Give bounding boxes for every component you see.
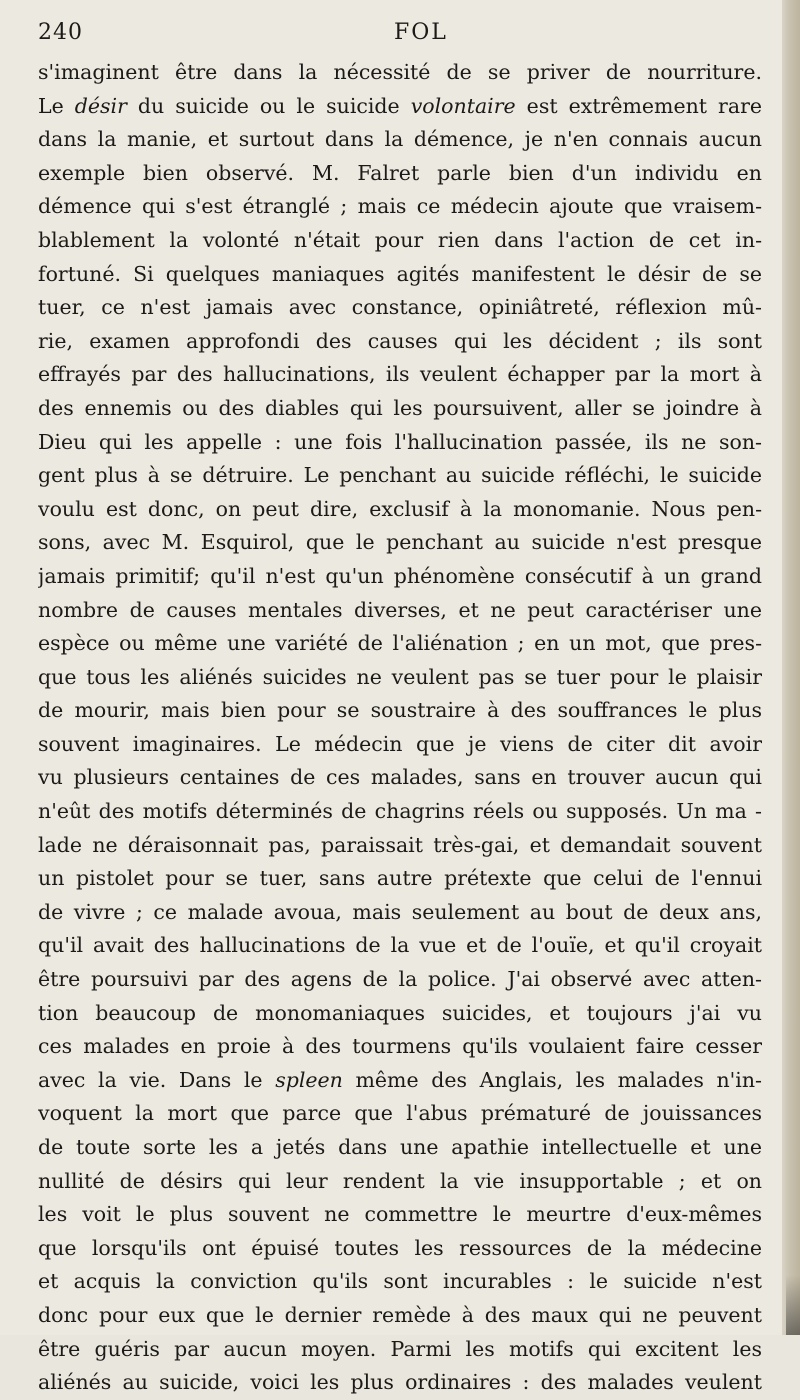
text-segment: donc pour eux que le dernier remède à des maux qui ne peuvent (38, 1302, 762, 1327)
text-segment: exemple bien observé. M. Falret parle bien d'un individu en (38, 160, 762, 185)
page-edge (782, 0, 800, 1335)
text-segment: blablement la volonté n'était pour rien dans l'action de cet in- (38, 227, 762, 252)
text-line (38, 526, 762, 560)
text-segment: de toute sorte les a jetés dans une apathie intellectuelle et une (38, 1135, 762, 1159)
text-line (38, 1265, 762, 1299)
text-segment: des ennemis ou des diables qui les poursuivent, aller se joindre à (38, 395, 762, 420)
italic-word: désir (74, 93, 127, 118)
text-line (38, 594, 762, 628)
text-segment: avec la vie. Dans le (38, 1067, 276, 1092)
text-segment: de mourir, mais bien pour se soustraire à des souffrances le plus (38, 698, 762, 723)
text-segment: effrayés par des hallucinations, ils veulent échapper par la mort à (38, 362, 762, 387)
page-number: 240 (38, 20, 83, 45)
text-segment: fortuné. Si quelques maniaques agités manifestent le désir de se (38, 261, 762, 286)
text-segment: lade ne déraisonnait pas, paraissait très-gai, et demandait souvent (38, 832, 762, 857)
text-segment: souvent imaginaires. Le médecin que je viens de citer dit avoir (38, 731, 762, 756)
text-segment: les voit le plus souvent ne commettre le meurtre d'eux-mêmes (38, 1202, 762, 1227)
text-segment: du suicide ou le suicide (126, 93, 411, 118)
text-segment: vu plusieurs centaines de ces malades, sans en trouver aucun qui (38, 765, 762, 790)
text-line (38, 694, 762, 728)
text-line (38, 325, 762, 359)
text-segment: rie, examen approfondi des causes qui les décident ; ils sont (38, 328, 762, 353)
text-line (38, 1064, 762, 1098)
text-segment: nullité de désirs qui leur rendent la vie insupportable ; et on (38, 1168, 762, 1193)
text-line (38, 1030, 762, 1064)
text-segment: s'imaginent être dans la nécessité de se priver de nourriture. (38, 60, 762, 84)
text-segment: tuer, ce n'est jamais avec constance, opiniâtreté, réflexion mû- (38, 295, 762, 320)
text-segment: sons, avec M. Esquirol, que le penchant au suicide n'est presque (38, 530, 762, 555)
text-segment: Le (38, 93, 75, 118)
text-segment: être guéris par aucun moyen. Parmi les motifs qui excitent les (38, 1336, 762, 1361)
text-line (38, 392, 762, 426)
text-segment: que tous les aliénés suicides ne veulent pas se tuer pour le plaisir (38, 664, 762, 689)
text-line (38, 358, 762, 392)
text-line (38, 258, 762, 292)
text-line (38, 190, 762, 224)
text-segment: que lorsqu'ils ont épuisé toutes les ressources de la médecine (38, 1235, 762, 1260)
text-line (38, 728, 762, 762)
italic-word: volontaire (410, 93, 516, 118)
text-line (38, 493, 762, 527)
text-segment: tion beaucoup de monomaniaques suicides, et toujours j'ai vu (38, 1000, 762, 1025)
text-segment: nombre de causes mentales diverses, et ne peut caractériser une (38, 597, 762, 622)
text-segment: même des Anglais, les malades n'in- (342, 1067, 762, 1092)
text-segment: espèce ou même une variété de l'aliénation ; en un mot, que pres- (38, 631, 762, 656)
text-line (38, 761, 762, 795)
text-line (38, 560, 762, 594)
text-segment: voquent la mort que parce que l'abus prématuré de jouissances (38, 1101, 762, 1126)
text-line (38, 829, 762, 863)
text-segment: dans la manie, et surtout dans la démence, je n'en connais aucun (38, 127, 762, 152)
text-segment: un pistolet pour se tuer, sans autre prétexte que celui de l'ennui (38, 866, 762, 891)
text-line (38, 1097, 762, 1131)
text-line (38, 1299, 762, 1333)
text-line (38, 1198, 762, 1232)
text-segment: être poursuivi par des agens de la police. J'ai observé avec atten- (38, 967, 762, 992)
text-line (38, 157, 762, 191)
text-line (38, 862, 762, 896)
text-segment: gent plus à se détruire. Le penchant au suicide réfléchi, le suicide (38, 463, 762, 488)
text-line (38, 1333, 762, 1367)
text-line (38, 1366, 762, 1400)
text-line (38, 661, 762, 695)
text-line (38, 1232, 762, 1266)
text-line (38, 795, 762, 829)
text-line (38, 426, 762, 460)
running-head: FOL (394, 20, 448, 45)
text-segment: de vivre ; ce malade avoua, mais seulement au bout de deux ans, (38, 899, 762, 924)
text-segment: démence qui s'est étranglé ; mais ce médecin ajoute que vraisem- (38, 194, 762, 219)
text-segment: Dieu qui les appelle : une fois l'hallucination passée, ils ne son- (38, 429, 762, 454)
text-segment: et acquis la conviction qu'ils sont incurables : le suicide n'est (38, 1269, 762, 1294)
text-line (38, 997, 762, 1031)
text-line (38, 929, 762, 963)
text-segment: jamais primitif; qu'il n'est qu'un phénomène consécutif à un grand (38, 563, 762, 588)
page-header (38, 20, 738, 56)
text-line (38, 627, 762, 661)
text-segment: voulu est donc, on peut dire, exclusif à la monomanie. Nous pen- (38, 496, 762, 521)
text-line (38, 90, 762, 124)
text-line (38, 1131, 762, 1165)
text-segment: ces malades en proie à des tourmens qu'ils voulaient faire cesser (38, 1034, 762, 1059)
italic-word: spleen (275, 1067, 343, 1092)
text-line (38, 291, 762, 325)
text-line (38, 1165, 762, 1199)
text-segment: qu'il avait des hallucinations de la vue et de l'ouïe, et qu'il croyait (38, 933, 762, 958)
page-edge-shadow (786, 1275, 800, 1335)
text-line (38, 896, 762, 930)
text-segment: n'eût des motifs déterminés de chagrins réels ou supposés. Un ma - (38, 799, 762, 824)
text-line (38, 56, 762, 90)
text-segment: est extrêmement rare (515, 93, 762, 118)
text-line (38, 123, 762, 157)
text-line (38, 963, 762, 997)
text-line (38, 224, 762, 258)
text-line (38, 459, 762, 493)
text-segment: aliénés au suicide, voici les plus ordinaires : des malades veulent (38, 1370, 762, 1395)
body-text (38, 56, 762, 1400)
